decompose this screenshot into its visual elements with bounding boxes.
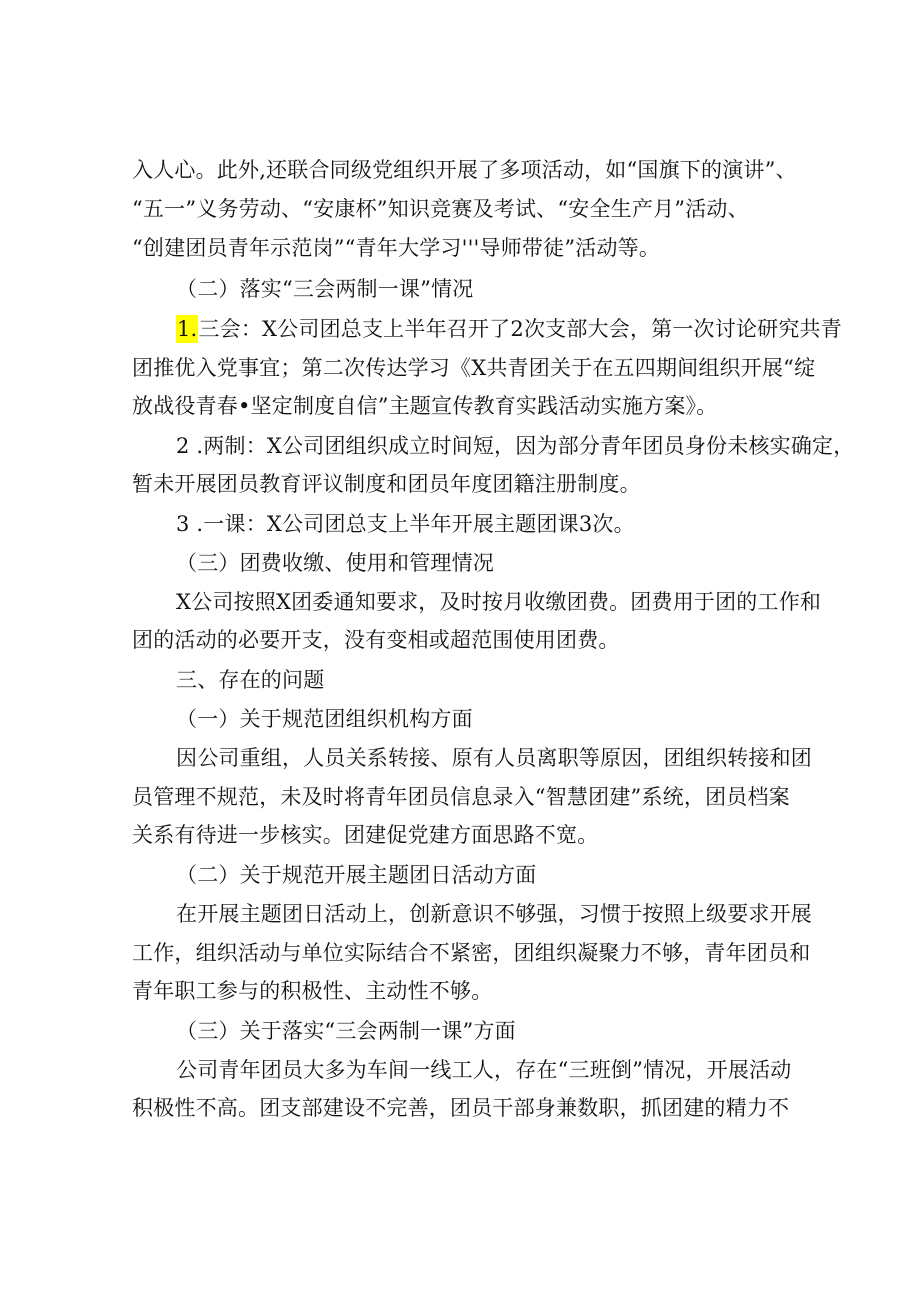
paragraph-line: 2 .两制：X公司团组织成立时间短，因为部分青年团员身份未核实确定， bbox=[176, 434, 855, 458]
paragraph-line: 工作，组织活动与单位实际结合不紧密，团组织凝聚力不够，青年团员和 bbox=[132, 941, 811, 965]
paragraph-line: 关系有待进一步核实。团建促党建方面思路不宽。 bbox=[132, 823, 599, 847]
paragraph-line: 入人心。此外,还联合同级党组织开展了多项活动，如“国旗下的演讲”、 bbox=[132, 158, 797, 182]
section-heading: （三）关于落实“三会两制一课”方面 bbox=[176, 1019, 516, 1043]
paragraph-line: 员管理不规范，未及时将青年团员信息录入“智慧团建”系统，团员档案 bbox=[132, 785, 790, 809]
section-heading: （一）关于规范团组织机构方面 bbox=[176, 707, 473, 731]
paragraph-line: “创建团员青年示范岗”“青年大学习'''导师带徒”活动等。 bbox=[132, 236, 661, 260]
paragraph-line bbox=[176, 314, 842, 344]
paragraph-line: 公司青年团员大多为车间一线工人，存在“三班倒”情况，开展活动 bbox=[176, 1058, 792, 1082]
section-heading: （三）团费收缴、使用和管理情况 bbox=[176, 551, 494, 575]
paragraph-line: 青年职工参与的积极性、主动性不够。 bbox=[132, 979, 493, 1003]
paragraph-line: 放战役青春•坚定制度自信”主题宣传教育实践活动实施方案》。 bbox=[132, 394, 718, 418]
paragraph-line: 3 .一课：X公司团总支上半年开展主题团课3次。 bbox=[176, 512, 635, 536]
paragraph-line: 团的活动的必要开支，没有变相或超范围使用团费。 bbox=[132, 628, 620, 652]
highlighted-list-marker: 1. bbox=[177, 317, 198, 341]
paragraph-line: 因公司重组，人员关系转接、原有人员离职等原因，团组织转接和团 bbox=[176, 746, 812, 770]
paragraph-line: 积极性不高。团支部建设不完善，团员干部身兼数职，抓团建的精力不 bbox=[132, 1096, 790, 1120]
section-heading: 三、存在的问题 bbox=[176, 668, 325, 692]
section-heading: （二）关于规范开展主题团日活动方面 bbox=[176, 863, 537, 887]
section-heading: （二）落实“三会两制一课”情况 bbox=[176, 277, 474, 301]
paragraph-line: 在开展主题团日活动上，创新意识不够强，习惯于按照上级要求开展 bbox=[176, 902, 812, 926]
paragraph-line: 暂未开展团员教育评议制度和团员年度团籍注册制度。 bbox=[132, 472, 641, 496]
paragraph-line: X公司按照X团委通知要求，及时按月收缴团费。团费用于团的工作和 bbox=[176, 590, 822, 614]
paragraph-line: “五一”义务劳动、“安康杯”知识竞赛及考试、“安全生产月”活动、 bbox=[132, 197, 749, 221]
list-item-text: 三会：X公司团总支上半年召开了2次支部大会，第一次讨论研究共青 bbox=[198, 317, 842, 341]
paragraph-line: 团推优入党事宜；第二次传达学习《X共青团关于在五四期间组织开展“绽 bbox=[132, 356, 816, 380]
